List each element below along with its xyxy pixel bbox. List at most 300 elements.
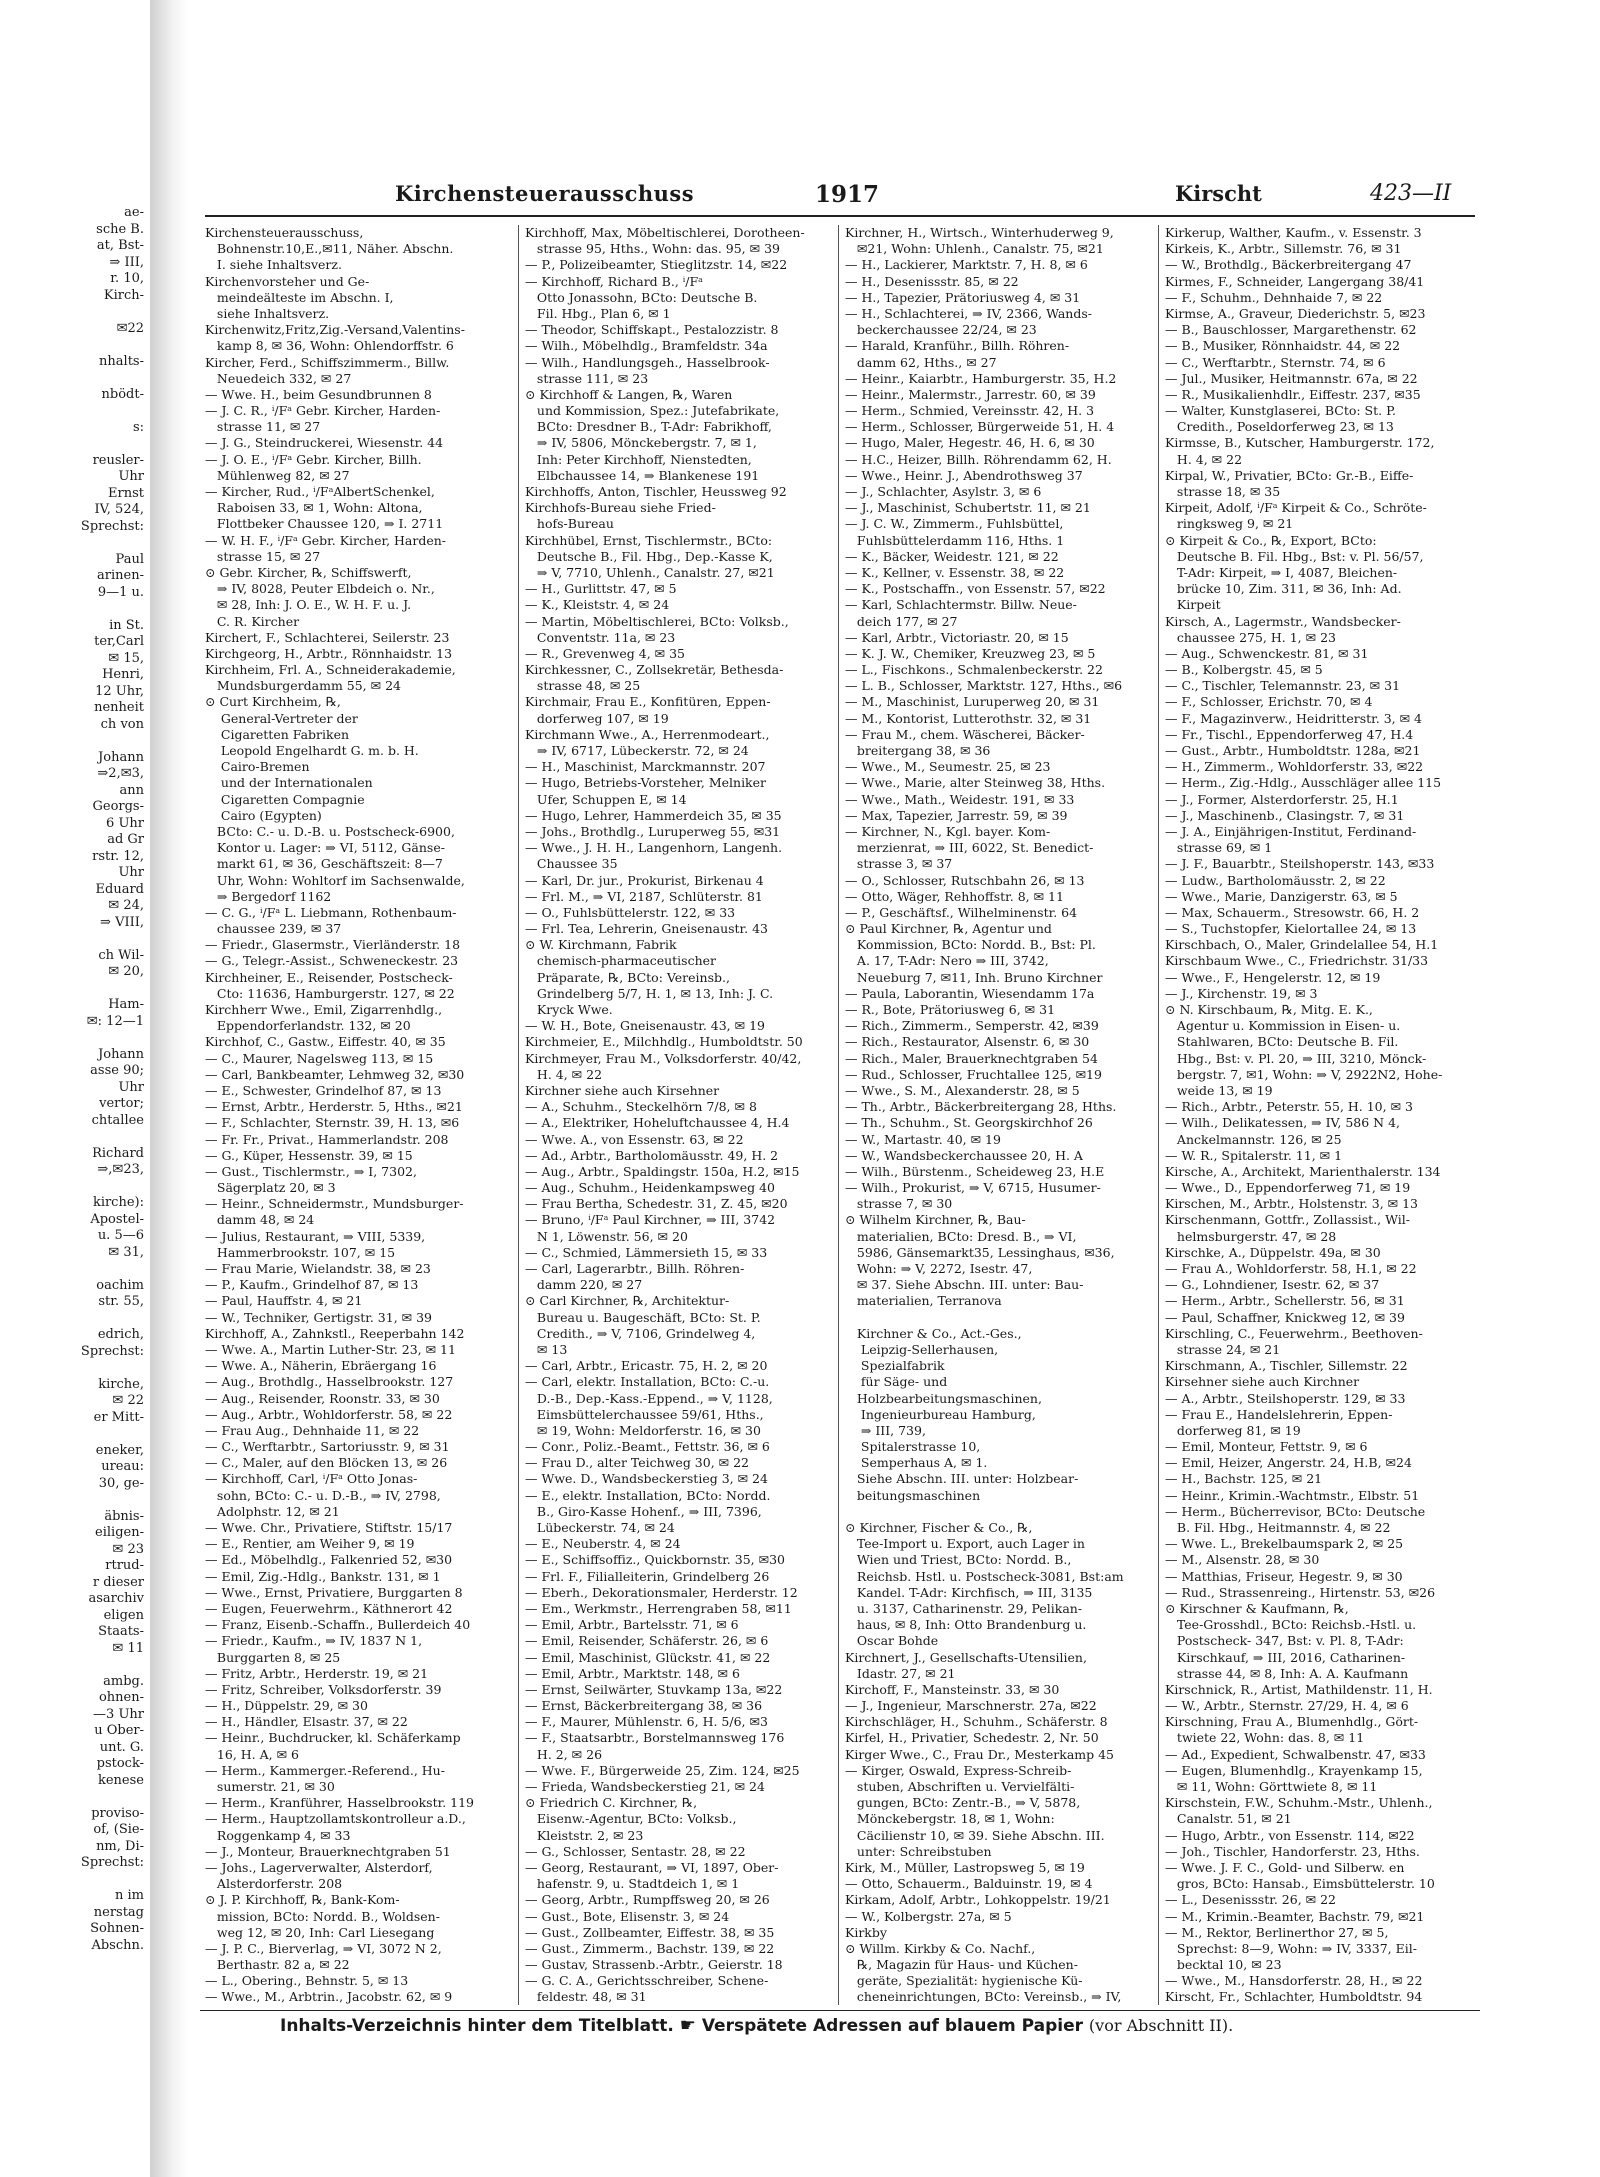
- directory-entry-line: Kirschbaum Wwe., C., Friedrichstr. 31/33: [1165, 953, 1429, 969]
- directory-entry-line: — J. F., Bauarbtr., Steilshoperstr. 143, ✉33: [1165, 856, 1435, 872]
- left-page-fragment: [0, 337, 150, 354]
- left-page-fragment: —3 Uhr: [93, 1706, 144, 1722]
- directory-entry-line: T-Adr: Kirpeit, ⇒ I, 4087, Bleichen-: [1165, 564, 1398, 580]
- directory-entry-line: — Bruno, ⁱ/Fᵃ Paul Kirchner, ⇒ III, 3742: [525, 1212, 776, 1228]
- directory-entry-line: — K., Kellner, v. Essenstr. 38, ✉ 22: [845, 564, 1065, 580]
- left-page-fragment: ⇒ III,: [109, 254, 144, 270]
- column-divider: [838, 225, 839, 2005]
- directory-entry-line: breitergang 38, ✉ 36: [845, 743, 991, 758]
- directory-entry-line: — Harald, Kranführ., Billh. Röhren-: [845, 338, 1070, 354]
- left-page-fragment: [0, 1129, 150, 1146]
- directory-entry-line: Kirschkauf, ⇒ III, 2016, Catharinen-: [1165, 1649, 1406, 1665]
- header-year: 1917: [815, 181, 880, 208]
- directory-entry-line: — K., Bäcker, Weidestr. 121, ✉ 22: [845, 548, 1059, 564]
- directory-entry-line: ⊙ W. Kirchmann, Fabrik: [525, 937, 677, 953]
- pointing-hand-icon: ☛: [679, 2015, 696, 2036]
- directory-entry-line: Fil. Hbg., Plan 6, ✉ 1: [525, 305, 671, 321]
- directory-entry-line: — Heinr., Schneidermstr., Mundsburger-: [205, 1196, 464, 1212]
- directory-entry-line: — Johs., Brothdlg., Luruperweg 55, ✉31: [525, 823, 781, 839]
- directory-entry-line: Kirschen, M., Arbtr., Holstenstr. 3, ✉ 13: [1165, 1196, 1418, 1212]
- directory-entry-line: — C., Werftarbtr., Sternstr. 74, ✉ 6: [1165, 354, 1386, 370]
- directory-entry-line: Cigaretten Fabriken: [205, 726, 350, 742]
- left-page-fragment: ✉ 31,: [108, 1244, 144, 1260]
- directory-entry-line: Kirchmeyer, Frau M., Volksdorferstr. 40/42,: [525, 1050, 802, 1066]
- left-page-fragment: [0, 1030, 150, 1047]
- left-page-fragment: nhalts-: [99, 353, 144, 369]
- left-page-fragment: Richard: [92, 1145, 144, 1161]
- directory-entry-line: geräte, Spezialität: hygienische Kü-: [845, 1973, 1083, 1989]
- page-header: [200, 175, 1480, 215]
- left-page-fragment: ✉ 22: [112, 1393, 144, 1408]
- left-page-fragment: ter,Carl: [94, 634, 144, 649]
- directory-entry-line: B. Fil. Hbg., Heitmannstr. 4, ✉ 22: [1165, 1520, 1391, 1535]
- directory-entry-line: Kirchhof, C., Gastw., Eiffestr. 40, ✉ 35: [205, 1034, 446, 1050]
- directory-entry-line: — Friedr., Kaufm., ⇒ IV, 1837 N 1,: [205, 1633, 423, 1649]
- directory-entry-line: Ingenieurbureau Hamburg,: [845, 1406, 1036, 1422]
- directory-entry-line: — J., Maschinenb., Clasingstr. 7, ✉ 31: [1165, 807, 1405, 823]
- left-page-fragment: ✉: 12—1: [86, 1013, 144, 1029]
- directory-entry-line: — Herm., Kammerger.-Referend., Hu-: [205, 1762, 445, 1778]
- directory-entry-line: Kirchkessner, C., Zollsekretär, Bethesda-: [525, 662, 784, 678]
- directory-entry-line: ⊙ Kirschner & Kaufmann, ℞,: [1165, 1600, 1349, 1616]
- directory-entry-line: chemisch-pharmaceutischer: [525, 953, 717, 969]
- left-page-fragment: er Mitt-: [93, 1409, 144, 1425]
- left-page-fragment: [0, 1872, 150, 1889]
- header-section-title: Kirchensteuerausschuss: [395, 181, 695, 206]
- directory-entry-line: — Frau Bertha, Schedestr. 31, Z. 45, ✉20: [525, 1196, 788, 1212]
- left-page-fragment: in St.: [109, 617, 144, 633]
- directory-entry-line: unter: Schreibstuben: [845, 1843, 992, 1859]
- directory-entry-line: ✉ 11, Wohn: Görttwiete 8, ✉ 11: [1165, 1779, 1378, 1794]
- directory-entry-line: — Wwe., F., Hengelerstr. 12, ✉ 19: [1165, 969, 1381, 985]
- directory-entry-line: — H., Düppelstr. 29, ✉ 30: [205, 1698, 368, 1714]
- directory-entry-line: ⊙ Friedrich C. Kirchner, ℞,: [525, 1795, 698, 1811]
- directory-entry-line: ✉ 13: [525, 1341, 568, 1357]
- directory-entry-line: — Frau Marie, Wielandstr. 38, ✉ 23: [205, 1261, 431, 1276]
- directory-entry-line: — F., Schlosser, Erichstr. 70, ✉ 4: [1165, 694, 1373, 710]
- directory-entry-line: Kirchoff, F., Mansteinstr. 33, ✉ 30: [845, 1681, 1060, 1697]
- directory-entry-line: — Martin, Möbeltischlerei, BCto: Volksb.,: [525, 613, 789, 629]
- directory-entry-line: brücke 10, Zim. 311, ✉ 36, Inh: Ad.: [1165, 581, 1402, 597]
- directory-entry-line: — H., Lackierer, Marktstr. 7, H. 8, ✉ 6: [845, 257, 1088, 273]
- directory-entry-line: — Gust., Zollbeamter, Eiffestr. 38, ✉ 35: [525, 1924, 775, 1940]
- directory-entry-line: — Emil, Monteur, Fettstr. 9, ✉ 6: [1165, 1439, 1368, 1455]
- column-divider: [518, 225, 519, 2005]
- directory-entry-line: und Kommission, Spez.: Jutefabrikate,: [525, 403, 780, 419]
- directory-entry-line: Postscheck- 347, Bst: v. Pl. 8, T-Adr:: [1165, 1633, 1404, 1649]
- directory-entry-line: — S., Tuchstopfer, Kielortallee 24, ✉ 13: [1165, 921, 1417, 937]
- directory-entry-line: — R., Grevenweg 4, ✉ 35: [525, 645, 685, 661]
- directory-entry-line: — Karl, Schlachtermstr. Billw. Neue-: [845, 597, 1077, 613]
- directory-entry-line: Elbchaussee 14, ⇒ Blankenese 191: [525, 467, 760, 483]
- directory-entry-line: Kirchenvorsteher und Ge-: [205, 273, 370, 289]
- directory-entry-line: — Frl. F., Filialleiterin, Grindelberg 26: [525, 1568, 770, 1584]
- left-page-fragment: eligen: [103, 1607, 144, 1623]
- directory-entry-line: — W., Brothdlg., Bäckerbreitergang 47: [1165, 257, 1412, 273]
- directory-entry-line: Wohn: ⇒ V, 2272, Isestr. 47,: [845, 1261, 1033, 1276]
- left-page-fragment: kirche):: [92, 1195, 144, 1210]
- directory-entry-line: — Wwe. A., Näherin, Ebräergang 16: [205, 1358, 437, 1374]
- directory-entry-line: — Wwe. A., von Essenstr. 63, ✉ 22: [525, 1131, 744, 1147]
- left-page-fragment: s:: [132, 419, 144, 435]
- left-page-fragment: Ernst: [108, 485, 144, 501]
- directory-entry-line: — Frl. Tea, Lehrerin, Gneisenaustr. 43: [525, 921, 769, 937]
- directory-entry-line: — Rich., Arbtr., Peterstr. 55, H. 10, ✉ 3: [1165, 1099, 1413, 1115]
- directory-entry-line: strasse 15, ✉ 27: [205, 548, 321, 564]
- directory-entry-line: — Frieda, Wandsbeckerstieg 21, ✉ 24: [525, 1779, 765, 1794]
- directory-entry-line: Mühlenweg 82, ✉ 27: [205, 467, 350, 483]
- directory-entry-line: Kirmsse, B., Kutscher, Hamburgerstr. 172,: [1165, 435, 1435, 451]
- directory-entry-line: chaussee 275, H. 1, ✉ 23: [1165, 629, 1336, 645]
- directory-entry-line: meindeälteste im Abschn. I,: [205, 289, 394, 305]
- directory-entry-line: ⇒ IV, 5806, Mönckebergstr. 7, ✉ 1,: [525, 435, 757, 451]
- left-page-fragment: [0, 1179, 150, 1196]
- left-page-fragment: kenese: [97, 1772, 144, 1788]
- directory-entry-line: Kirschnick, R., Artist, Mathildenstr. 11, H.: [1165, 1681, 1433, 1697]
- directory-entry-line: — W. R., Spitalerstr. 11, ✉ 1: [1165, 1147, 1343, 1163]
- directory-entry-line: Uhr, Wohn: Wohltorf im Sachsenwalde,: [205, 872, 465, 888]
- directory-entry-line: merzienrat, ⇒ III, 6022, St. Benedict-: [845, 840, 1094, 856]
- directory-entry-line: Eimsbüttelerchaussee 59/61, Hths.,: [525, 1406, 764, 1422]
- directory-entry-line: Kirchheiner, E., Reisender, Postscheck-: [205, 969, 453, 985]
- directory-entry-line: — C., Maurer, Nagelsweg 113, ✉ 15: [205, 1050, 434, 1066]
- directory-entry-line: Tee-Grosshdl., BCto: Reichsb.-Hstl. u.: [1165, 1617, 1417, 1633]
- directory-entry-line: Sägerplatz 20, ✉ 3: [205, 1180, 336, 1196]
- directory-entry-line: — Fritz, Arbtr., Herderstr. 19, ✉ 21: [205, 1665, 429, 1681]
- directory-entry-line: — Em., Werkmstr., Herrengraben 58, ✉11: [525, 1600, 792, 1616]
- directory-entry-line: — Hugo, Lehrer, Hammerdeich 35, ✉ 35: [525, 807, 782, 823]
- directory-entry-line: — Th., Schuhm., St. Georgskirchhof 26: [845, 1115, 1093, 1131]
- directory-entry-line: Kommission, BCto: Nordd. B., Bst: Pl.: [845, 937, 1096, 953]
- directory-entry-line: — Julius, Restaurant, ⇒ VIII, 5339,: [205, 1228, 426, 1244]
- directory-entry-line: ⊙ Willm. Kirkby & Co. Nachf.,: [845, 1940, 1036, 1956]
- directory-entry-line: gros, BCto: Hansab., Eimsbüttelerstr. 10: [1165, 1876, 1435, 1892]
- directory-entry-line: Holzbearbeitungsmaschinen,: [845, 1390, 1042, 1406]
- directory-entry-line: — Wwe. H., beim Gesundbrunnen 8: [205, 386, 432, 402]
- directory-entry-line: — Ernst, Seilwärter, Stuvkamp 13a, ✉22: [525, 1681, 783, 1697]
- directory-entry-line: — Jul., Musiker, Heitmannstr. 67a, ✉ 22: [1165, 370, 1418, 386]
- directory-entry-line: — Wwe., D., Eppendorferweg 71, ✉ 19: [1165, 1180, 1411, 1196]
- directory-entry-line: Oscar Bohde: [845, 1633, 939, 1649]
- directory-entry-line: Kirschning, Frau A., Blumenhdlg., Gört-: [1165, 1714, 1419, 1730]
- directory-entry-line: I. siehe Inhaltsverz.: [205, 257, 342, 273]
- directory-entry-line: — P., Geschäftsf., Wilhelminenstr. 64: [845, 904, 1078, 920]
- left-page-fragment: vertor;: [99, 1096, 144, 1111]
- directory-entry-line: Kandel. T-Adr: Kirchfisch, ⇒ III, 3135: [845, 1584, 1093, 1600]
- left-page-fragment: asarchiv: [88, 1591, 144, 1606]
- directory-entry-line: — Wwe., M., Hansdorferstr. 28, H., ✉ 22: [1165, 1973, 1423, 1989]
- entry-column-2: [525, 225, 837, 2005]
- directory-entry-line: B., Giro-Kasse Hohenf., ⇒ III, 7396,: [525, 1503, 762, 1519]
- directory-entry-line: — A., Elektriker, Hoheluftchaussee 4, H.4: [525, 1115, 790, 1131]
- directory-entry-line: — H., Tapezier, Prätoriusweg 4, ✉ 31: [845, 289, 1081, 305]
- directory-entry-line: — K., Postschaffn., von Essenstr. 57, ✉22: [845, 581, 1106, 597]
- directory-entry-line: — L., Desenissstr. 26, ✉ 22: [1165, 1892, 1336, 1908]
- directory-entry-line: Kirchherr Wwe., Emil, Zigarrenhdlg.,: [205, 1002, 443, 1017]
- entry-column-1: [205, 225, 517, 2005]
- directory-entry-line: — M., Alsenstr. 28, ✉ 30: [1165, 1552, 1320, 1568]
- left-page-fragment: [0, 535, 150, 552]
- left-page-fragment: Apostel-: [90, 1211, 144, 1227]
- directory-entry-line: Spitalerstrasse 10,: [845, 1439, 981, 1455]
- directory-entry-line: Kirchhoffs, Anton, Tischler, Heussweg 92: [525, 484, 787, 499]
- left-page-fragment: ✉ 24,: [108, 898, 144, 913]
- directory-entry-line: stuben, Abschriften u. Vervielfälti-: [845, 1779, 1075, 1794]
- directory-entry-line: Fuhlsbüttelerdamm 116, Hths. 1: [845, 532, 1065, 548]
- directory-entry-line: Raboisen 33, ✉ 1, Wohn: Altona,: [205, 500, 423, 516]
- book-spine: [150, 0, 188, 2177]
- directory-entry-line: — Herm., Bücherrevisor, BCto: Deutsche: [1165, 1503, 1426, 1519]
- directory-entry-line: — Kirchhoff, Carl, ⁱ/Fᵃ Otto Jonas-: [205, 1471, 418, 1487]
- directory-entry-line: — J., Ingenieur, Marschnerstr. 27a, ✉22: [845, 1698, 1097, 1714]
- left-page-fragment: [0, 601, 150, 618]
- directory-entry-line: — Emil, Reisender, Schäferstr. 26, ✉ 6: [525, 1633, 769, 1649]
- directory-entry-line: — W., Kolbergstr. 27a, ✉ 5: [845, 1908, 1012, 1924]
- directory-entry-line: Mönckebergstr. 18, ✉ 1, Wohn:: [845, 1811, 1055, 1827]
- left-page-fragment: Johann: [98, 1046, 144, 1062]
- directory-entry-line: — Wwe., J. H. H., Langenhorn, Langenh.: [525, 840, 783, 856]
- directory-entry-line: sohn, BCto: C.- u. D.-B., ⇒ IV, 2798,: [205, 1487, 441, 1503]
- directory-entry-line: — Carl, Lagerarbtr., Billh. Röhren-: [525, 1261, 745, 1276]
- directory-entry-line: — L. B., Schlosser, Marktstr. 127, Hths., ✉6: [845, 678, 1123, 694]
- directory-entry-line: — P., Polizeibeamter, Stieglitzstr. 14, ✉22: [525, 257, 788, 273]
- directory-entry-line: — Ad., Expedient, Schwalbenstr. 47, ✉33: [1165, 1746, 1426, 1762]
- directory-entry-line: — Georg, Restaurant, ⇒ VI, 1897, Ober-: [525, 1859, 779, 1875]
- directory-entry-line: — H.C., Heizer, Billh. Röhrendamm 62, H.: [845, 451, 1112, 467]
- directory-entry-line: — F., Staatsarbtr., Borstelmannsweg 176: [525, 1730, 785, 1746]
- directory-entry-line: dorferweg 81, ✉ 19: [1165, 1422, 1301, 1438]
- left-page-fragment: [0, 981, 150, 998]
- left-page-fragment: Kirch-: [103, 287, 144, 303]
- directory-entry-line: Kirk, M., Müller, Lastropsweg 5, ✉ 19: [845, 1859, 1085, 1875]
- directory-entry-line: 5986, Gänsemarkt35, Lessinghaus, ✉36,: [845, 1244, 1115, 1260]
- directory-entry-line: ⇒ IV, 8028, Peuter Elbdeich o. Nr.,: [205, 581, 435, 597]
- directory-entry-line: — Wwe. J. F. C., Gold- und Silberw. en: [1165, 1859, 1405, 1875]
- directory-entry-line: — Emil, Zig.-Hdlg., Bankstr. 131, ✉ 1: [205, 1568, 441, 1584]
- left-page-fragment: ✉ 20,: [108, 964, 144, 979]
- directory-entry-line: — Wwe. A., Martin Luther-Str. 23, ✉ 11: [205, 1341, 456, 1357]
- directory-entry-line: — C., Schmied, Lämmersieth 15, ✉ 33: [525, 1244, 768, 1260]
- left-page-fragment: ✉ 15,: [108, 650, 144, 666]
- directory-entry-line: — Herm., Schlosser, Bürgerweide 51, H. 4: [845, 419, 1115, 435]
- directory-entry-line: — E., Schwester, Grindelhof 87, ✉ 13: [205, 1082, 442, 1098]
- directory-entry-line: — Kirchhoff, Richard B., ⁱ/Fᵃ: [525, 273, 703, 289]
- directory-entry-line: strasse 7, ✉ 30: [845, 1196, 953, 1212]
- left-page-fragment: r. 10,: [110, 271, 144, 286]
- directory-entry-line: Kirschke, A., Düppelstr. 49a, ✉ 30: [1165, 1244, 1381, 1260]
- directory-entry-line: weg 12, ✉ 20, Inh: Carl Liesegang: [205, 1924, 435, 1940]
- directory-entry-line: haus, ✉ 8, Inh: Otto Brandenburg u.: [845, 1617, 1087, 1633]
- directory-entry-line: Kirchhoff, Max, Möbeltischlerei, Dorotheen-: [525, 225, 805, 240]
- directory-entry-line: Leopold Engelhardt G. m. b. H.: [205, 743, 419, 758]
- left-page-fragment: [0, 931, 150, 948]
- directory-entry-line: ⇒ IV, 6717, Lübeckerstr. 72, ✉ 24: [525, 743, 749, 758]
- directory-entry-line: Kirmes, F., Schneider, Langergang 38/41: [1165, 273, 1425, 289]
- directory-entry-line: — H., Händler, Elsastr. 37, ✉ 22: [205, 1714, 408, 1730]
- footer-line: [280, 2015, 1233, 2036]
- directory-entry-line: — Karl, Arbtr., Victoriastr. 20, ✉ 15: [845, 629, 1069, 645]
- directory-entry-line: hofs-Bureau: [525, 516, 614, 532]
- directory-entry-line: strasse 69, ✉ 1: [1165, 840, 1273, 856]
- directory-entry-line: mission, BCto: Nordd. B., Woldsen-: [205, 1908, 440, 1924]
- footer-late-addresses: Verspätete Adressen auf blauem Papier: [701, 2016, 1083, 2036]
- directory-entry-line: C. R. Kircher: [205, 613, 300, 629]
- directory-entry-line: ringksweg 9, ✉ 21: [1165, 516, 1294, 532]
- directory-entry-line: Roggenkamp 4, ✉ 33: [205, 1827, 351, 1843]
- directory-entry-line: Kirkam, Adolf, Arbtr., Lohkoppelstr. 19/21: [845, 1892, 1111, 1908]
- left-page-fragment: u Ober-: [94, 1723, 144, 1738]
- directory-entry-line: Kirkby: [845, 1924, 887, 1940]
- directory-entry-line: — Kircher, Rud., ⁱ/FᵃAlbertSchenkel,: [205, 484, 435, 499]
- directory-entry-line: — Heinr., Malermstr., Jarrestr. 60, ✉ 39: [845, 386, 1096, 402]
- directory-entry-line: Hammerbrookstr. 107, ✉ 15: [205, 1244, 396, 1260]
- directory-entry-line: weide 13, ✉ 19: [1165, 1082, 1273, 1098]
- directory-entry-line: — Herm., Arbtr., Schellerstr. 56, ✉ 31: [1165, 1293, 1405, 1309]
- directory-entry-line: materialien, BCto: Dresd. B., ⇒ VI,: [845, 1228, 1077, 1244]
- left-page-fragment: r dieser: [92, 1574, 144, 1590]
- directory-entry-line: — Hugo, Maler, Hegestr. 46, H. 6, ✉ 30: [845, 435, 1095, 451]
- directory-entry-line: Canalstr. 51, ✉ 21: [1165, 1811, 1292, 1827]
- directory-entry-line: — A., Schuhm., Steckelhörn 7/8, ✉ 8: [525, 1099, 757, 1115]
- directory-entry-line: Ufer, Schuppen E, ✉ 14: [525, 791, 687, 807]
- left-page-fragment: IV, 524,: [94, 502, 144, 517]
- directory-entry-line: — Wilh., Möbelhdlg., Bramfeldstr. 34a: [525, 338, 768, 354]
- directory-entry-line: — Emil, Heizer, Angerstr. 24, H.B, ✉24: [1165, 1455, 1412, 1471]
- directory-entry-line: strasse 95, Hths., Wohn: das. 95, ✉ 39: [525, 241, 780, 257]
- directory-entry-line: — Conr., Poliz.-Beamt., Fettstr. 36, ✉ 6: [525, 1439, 770, 1455]
- directory-entry-line: Wien und Triest, BCto: Nordd. B.,: [845, 1552, 1072, 1568]
- directory-entry-line: Kirchenwitz,Fritz,Zig.-Versand,Valentins-: [205, 322, 465, 338]
- directory-entry-line: — W. H. F., ⁱ/Fᵃ Gebr. Kircher, Harden-: [205, 532, 447, 548]
- directory-entry-line: — C. G., ⁱ/Fᵃ L. Liebmann, Rothenbaum-: [205, 904, 457, 920]
- directory-entry-line: — Gust., Zimmerm., Bachstr. 139, ✉ 22: [525, 1940, 775, 1956]
- directory-entry-line: Kirmse, A., Graveur, Diederichstr. 5, ✉23: [1165, 305, 1426, 321]
- directory-entry-line: Cairo-Bremen: [205, 759, 310, 775]
- directory-entry-line: Kleiststr. 2, ✉ 23: [525, 1827, 644, 1843]
- left-page-fragment: Uhr: [118, 469, 144, 484]
- left-page-fragment: [0, 1426, 150, 1443]
- directory-entry-line: — Wwe., Marie, alter Steinweg 38, Hths.: [845, 775, 1106, 791]
- directory-entry-line: Sprechst: 8—9, Wohn: ⇒ IV, 3337, Eil-: [1165, 1940, 1417, 1956]
- left-page-fragment: nm, Di-: [96, 1838, 144, 1854]
- directory-entry-line: Chaussee 35: [525, 856, 618, 872]
- directory-entry-line: — Wwe. Chr., Privatiere, Stiftstr. 15/17: [205, 1520, 453, 1535]
- directory-entry-line: — Eugen, Feuerwehrm., Käthnerort 42: [205, 1600, 453, 1616]
- directory-entry-line: — J., Monteur, Brauerknechtgraben 51: [205, 1843, 451, 1859]
- directory-entry-line: — H., Desenissstr. 85, ✉ 22: [845, 273, 1019, 289]
- directory-entry-line: Kirschling, C., Feuerwehrm., Beethoven-: [1165, 1325, 1423, 1341]
- directory-entry-line: — G., Lohndiener, Isestr. 62, ✉ 37: [1165, 1277, 1380, 1293]
- directory-entry-line: H. 2, ✉ 26: [525, 1746, 603, 1762]
- directory-entry-line: ⇒ Bergedorf 1162: [205, 888, 332, 904]
- directory-entry-line: — R., Bote, Prätoriusweg 6, ✉ 31: [845, 1002, 1056, 1017]
- directory-entry-line: ⊙ J. P. Kirchhoff, ℞, Bank-Kom-: [205, 1892, 400, 1908]
- directory-entry-line: — H., Bachstr. 125, ✉ 21: [1165, 1471, 1323, 1487]
- directory-entry-line: — Theodor, Schiffskapt., Pestalozzistr. 8: [525, 322, 779, 338]
- directory-entry-line: Cairo (Egypten): [205, 807, 322, 823]
- directory-entry-line: gungen, BCto: Zentr.-B., ⇒ V, 5878,: [845, 1795, 1081, 1811]
- directory-entry-line: helmsburgerstr. 47, ✉ 28: [1165, 1228, 1337, 1244]
- directory-entry-line: — O., Fuhlsbüttelerstr. 122, ✉ 33: [525, 904, 736, 920]
- directory-entry-line: Grindelberg 5/7, H. 1, ✉ 13, Inh: J. C.: [525, 985, 774, 1001]
- left-page-fragment: [0, 370, 150, 387]
- left-page-fragment: Uhr: [118, 865, 144, 880]
- directory-entry-line: Semperhaus A, ✉ 1.: [845, 1455, 988, 1471]
- directory-entry-line: — Paul, Schaffner, Knickweg 12, ✉ 39: [1165, 1309, 1405, 1325]
- directory-entry-line: — Frau Aug., Dehnhaide 11, ✉ 22: [205, 1422, 420, 1438]
- directory-entry-line: Conventstr. 11a, ✉ 23: [525, 629, 676, 645]
- directory-entry-line: — F., Maurer, Mühlenstr. 6, H. 5/6, ✉3: [525, 1714, 768, 1730]
- directory-entry-line: — Emil, Arbtr., Bartelsstr. 71, ✉ 6: [525, 1617, 739, 1633]
- header-range-name: Kirscht: [1175, 181, 1262, 206]
- left-page-fragment: Abschn.: [91, 1937, 144, 1953]
- directory-entry-line: Kirchner & Co., Act.-Ges.,: [845, 1325, 1022, 1341]
- directory-entry-line: — E., Schiffsoffiz., Quickbornstr. 35, ✉30: [525, 1552, 785, 1568]
- left-page-fragment: ✉22: [116, 320, 144, 336]
- directory-entry-line: — Fritz, Schreiber, Volksdorferstr. 39: [205, 1681, 442, 1697]
- directory-entry-line: beitungsmaschinen: [845, 1487, 981, 1503]
- directory-entry-line: Eppendorferlandstr. 132, ✉ 20: [205, 1018, 411, 1034]
- left-page-fragment: ohnen-: [98, 1690, 144, 1705]
- directory-entry-line: — Wwe., Ernst, Privatiere, Burggarten 8: [205, 1584, 463, 1600]
- directory-entry-line: — E., Neuberstr. 4, ✉ 24: [525, 1536, 681, 1552]
- left-page-fragment: ⇒ VIII,: [100, 914, 144, 930]
- directory-entry-line: Alsterdorferstr. 208: [205, 1876, 343, 1892]
- directory-entry-line: — Carl, elektr. Installation, BCto: C.-u.: [525, 1374, 770, 1390]
- directory-entry-line: Cto: 11636, Hamburgerstr. 127, ✉ 22: [205, 985, 455, 1001]
- directory-entry-line: — A., Arbtr., Steilshoperstr. 129, ✉ 33: [1165, 1390, 1406, 1406]
- directory-entry-line: ⊙ Carl Kirchner, ℞, Architektur-: [525, 1293, 730, 1309]
- left-page-fragment: Sprechst:: [80, 1343, 144, 1359]
- left-page-fragment: Paul: [115, 551, 144, 567]
- directory-entry-line: Idastr. 27, ✉ 21: [845, 1665, 956, 1681]
- directory-entry-line: Kirpal, W., Privatier, BCto: Gr.-B., Eiffe-: [1165, 467, 1414, 483]
- directory-entry-line: cheneinrichtungen, BCto: Vereinsb., ⇒ IV,: [845, 1989, 1122, 2005]
- directory-entry-line: — M., Krimin.-Beamter, Bachstr. 79, ✉21: [1165, 1908, 1425, 1924]
- directory-entry-line: strasse 44, ✉ 8, Inh: A. A. Kaufmann: [1165, 1665, 1409, 1681]
- directory-entry-line: Agentur u. Kommission in Eisen- u.: [1165, 1018, 1401, 1034]
- directory-entry-line: — Rich., Maler, Brauerknechtgraben 54: [845, 1050, 1098, 1066]
- left-page-fragment: [0, 1311, 150, 1328]
- directory-entry-line: ✉ 37. Siehe Abschn. III. unter: Bau-: [845, 1277, 1084, 1293]
- left-page-fragment: [0, 1657, 150, 1674]
- directory-entry-line: — G., Schlosser, Sentastr. 28, ✉ 22: [525, 1843, 746, 1859]
- directory-entry-line: — Hugo, Arbtr., von Essenstr. 114, ✉22: [1165, 1827, 1415, 1843]
- left-page-fragment: chtallee: [91, 1112, 144, 1128]
- directory-entry-line: Spezialfabrik: [845, 1358, 945, 1374]
- directory-entry-line: — Frau A., Wohldorferstr. 58, H.1, ✉ 22: [1165, 1261, 1417, 1276]
- directory-entry-line: materialien, Terranova: [845, 1293, 1002, 1309]
- directory-entry-line: — Karl, Dr. jur., Prokurist, Birkenau 4: [525, 872, 764, 888]
- directory-entry-line: — Ad., Arbtr., Bartholomäusstr. 49, H. 2: [525, 1147, 779, 1163]
- directory-entry-line: — Herm., Zig.-Hdlg., Ausschläger allee 115: [1165, 775, 1442, 791]
- directory-entry-line: Tee-Import u. Export, auch Lager in: [845, 1536, 1085, 1552]
- directory-entry-line: Kirchner siehe auch Kirsehner: [525, 1082, 720, 1098]
- directory-entry-line: sumerstr. 21, ✉ 30: [205, 1779, 335, 1794]
- directory-entry-line: — Frau E., Handelslehrerin, Eppen-: [1165, 1406, 1393, 1422]
- directory-entry-line: Hbg., Bst: v. Pl. 20, ⇒ III, 3210, Mönck-: [1165, 1050, 1427, 1066]
- page-footer: [200, 2010, 1480, 2039]
- directory-entry-line: — B., Musiker, Rönnhaidstr. 44, ✉ 22: [1165, 338, 1401, 354]
- directory-entry-line: — J. C. W., Zimmerm., Fuhlsbüttel,: [845, 516, 1064, 532]
- directory-entry-line: Inh: Peter Kirchhoff, Nienstedten,: [525, 451, 752, 467]
- header-page-number: 423—II: [1370, 181, 1452, 206]
- directory-entry-line: damm 220, ✉ 27: [525, 1277, 643, 1293]
- directory-entry-line: — Paula, Laborantin, Wiesendamm 17a: [845, 985, 1095, 1001]
- directory-entry-line: ⊙ Kirchner, Fischer & Co., ℞,: [845, 1520, 1033, 1535]
- directory-entry-line: A. 17, T-Adr: Nero ⇒ III, 3742,: [845, 953, 1049, 969]
- directory-entry-line: — J. A., Einjährigen-Institut, Ferdinand-: [1165, 823, 1417, 839]
